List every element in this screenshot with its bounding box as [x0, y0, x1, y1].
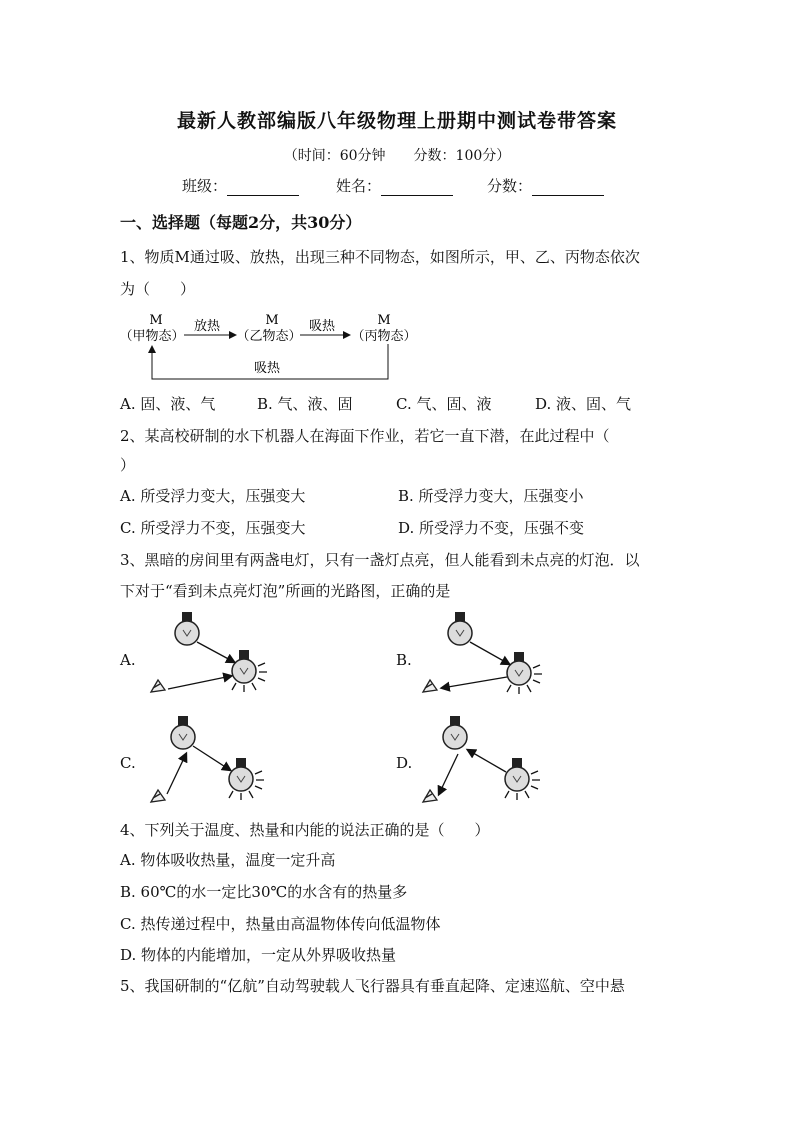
light-ray	[193, 746, 230, 770]
name-field	[336, 175, 453, 196]
q2-option-a: A. 所受浮力变大，压强变大	[120, 487, 306, 505]
q1-stem-line1: 1、物质M通过吸、放热，出现三种不同物态，如图所示，甲、乙、丙物态依次	[120, 248, 640, 266]
diagram-state-2: （乙物态）	[236, 329, 302, 344]
q3-figure-a	[148, 606, 278, 698]
name-label: 姓名：	[336, 177, 382, 195]
eye-icon	[151, 790, 165, 802]
q5-stem-line1: 5、我国研制的“亿航”自动驾驶载人飞行器具有垂直起降、定速巡航、空中悬	[120, 977, 625, 995]
light-ray	[470, 642, 509, 664]
q2-stem-line2: ）	[120, 456, 136, 474]
q3-stem-line2: 下对于“看到未点亮灯泡”所画的光路图，正确的是	[120, 582, 451, 600]
q3-figure-b	[420, 606, 550, 698]
unlit-bulb-icon	[448, 612, 472, 645]
q2-option-c: C. 所受浮力不变，压强变大	[120, 519, 306, 537]
light-ray	[168, 676, 231, 689]
q3-figure-d	[420, 710, 550, 808]
score-field	[487, 175, 604, 196]
q4-stem: 4、下列关于温度、热量和内能的说法正确的是（ ）	[120, 821, 490, 839]
class-blank	[227, 181, 299, 196]
light-ray	[468, 750, 506, 772]
q1-state-diagram	[112, 310, 432, 380]
q3-label-d: D.	[396, 754, 413, 772]
lit-bulb-icon	[232, 650, 267, 692]
light-ray	[439, 754, 458, 794]
eye-icon	[423, 790, 437, 802]
light-ray	[197, 642, 234, 662]
name-blank	[381, 181, 453, 196]
unlit-bulb-icon	[175, 612, 199, 645]
class-field	[182, 175, 299, 196]
q1-option-a: A. 固、液、气	[120, 395, 216, 413]
eye-icon	[151, 680, 165, 692]
q3-figure-c	[148, 710, 278, 808]
q2-stem-line1: 2、某高校研制的水下机器人在海面下作业，若它一直下潜，在此过程中（	[120, 427, 610, 445]
arrow-label-2: 吸热	[308, 319, 336, 334]
lit-bulb-icon	[229, 758, 264, 800]
q4-option-c: C. 热传递过程中，热量由高温物体传向低温物体	[120, 915, 441, 933]
light-ray	[442, 677, 507, 688]
diagram-m-3: M	[377, 313, 391, 328]
diagram-state-1: （甲物态）	[119, 329, 185, 344]
unlit-bulb-icon	[443, 716, 467, 749]
diagram-m-2: M	[265, 313, 279, 328]
q1-stem-line2: 为（ ）	[120, 280, 196, 298]
q3-label-a: A.	[120, 651, 136, 669]
q1-option-c: C. 气、固、液	[396, 395, 492, 413]
eye-icon	[423, 680, 437, 692]
q2-option-d: D. 所受浮力不变，压强不变	[398, 519, 585, 537]
diagram-state-3: （丙物态）	[351, 329, 417, 344]
q3-label-b: B.	[396, 651, 412, 669]
q1-option-b: B. 气、液、固	[257, 395, 353, 413]
exam-time-score: （时间：60分钟 分数：100分）	[283, 148, 511, 164]
q4-option-b: B. 60℃的水一定比30℃的水含有的热量多	[120, 883, 408, 901]
q4-option-a: A. 物体吸收热量，温度一定升高	[120, 851, 336, 869]
lit-bulb-icon	[505, 758, 540, 800]
score-label: 分数：	[487, 177, 533, 195]
page-title: 最新人教部编版八年级物理上册期中测试卷带答案	[176, 110, 617, 132]
light-ray	[167, 754, 186, 794]
class-label: 班级：	[182, 177, 228, 195]
q1-option-d: D. 液、固、气	[535, 395, 632, 413]
q4-option-d: D. 物体的内能增加，一定从外界吸收热量	[120, 946, 397, 964]
q3-stem-line1: 3、黑暗的房间里有两盏电灯，只有一盏灯点亮，但人能看到未点亮的灯泡．以	[120, 551, 640, 569]
diagram-m-1: M	[149, 313, 163, 328]
lit-bulb-icon	[507, 652, 542, 694]
unlit-bulb-icon	[171, 716, 195, 749]
score-blank	[532, 181, 604, 196]
q2-option-b: B. 所受浮力变大，压强变小	[398, 487, 584, 505]
q3-label-c: C.	[120, 754, 136, 772]
section-heading: 一、选择题（每题2分，共30分）	[120, 213, 362, 232]
arrow-label-3: 吸热	[253, 361, 281, 376]
arrow-label-1: 放热	[193, 319, 221, 334]
